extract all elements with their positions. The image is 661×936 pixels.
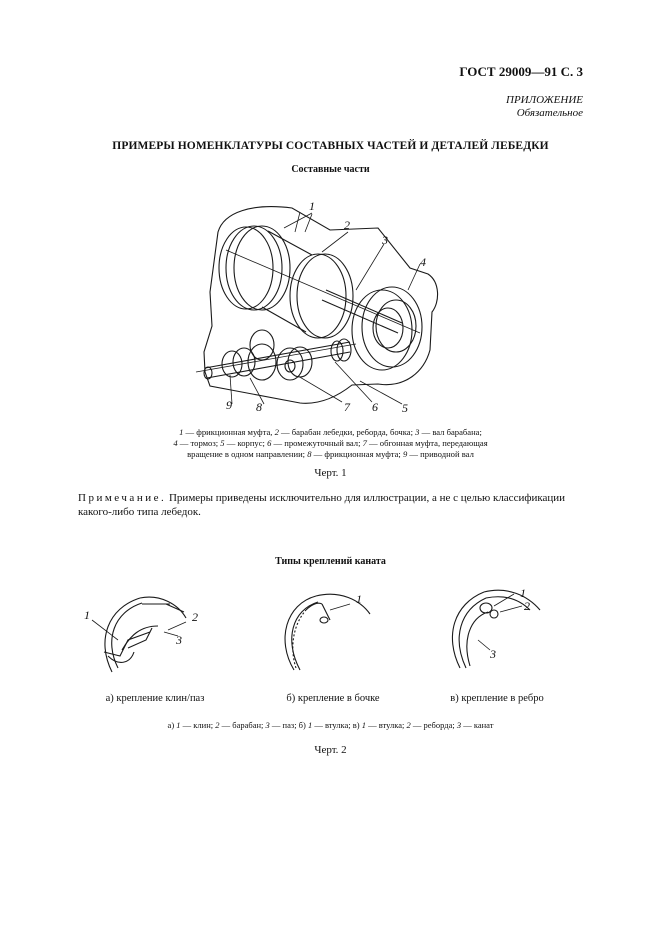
- note-label: Примечание.: [78, 492, 167, 504]
- figure2-subtitle: Типы креплений каната: [275, 556, 386, 567]
- legend-text: — канат: [461, 720, 494, 730]
- legend-num: 1: [176, 720, 181, 730]
- legend-text: а): [167, 720, 177, 730]
- note-text: Примеры приведены исключительно для иллюстрации, а не с целью классификации какого-либо типа лебедок.: [78, 492, 566, 518]
- legend-num: 8: [307, 449, 312, 459]
- fig2c-caption: в) крепление в ребро: [450, 693, 544, 704]
- legend-text: — корпус;: [224, 438, 268, 448]
- legend-text: — паз; б): [269, 720, 308, 730]
- legend-text: — промежуточный вал;: [271, 438, 363, 448]
- fig2a-label-1: 1: [84, 608, 90, 622]
- fig1-label-2: 2: [344, 218, 350, 232]
- legend-num: 1: [307, 720, 313, 730]
- page-title: ПРИМЕРЫ НОМЕНКЛАТУРЫ СОСТАВНЫХ ЧАСТЕЙ И ДЕТАЛЕЙ ЛЕБЕДКИ: [112, 140, 549, 152]
- fig1-label-5: 5: [402, 401, 408, 415]
- figure1-caption: Черт. 1: [314, 467, 347, 479]
- fig1-label-4: 4: [420, 255, 426, 269]
- legend-text: — обгонная муфта, передающая: [366, 438, 488, 448]
- legend-num: 3: [456, 720, 462, 730]
- fig2c-label-1: 1: [520, 586, 526, 600]
- legend-text: — вал барабана;: [419, 427, 482, 437]
- legend-num: 5: [220, 438, 225, 448]
- document-header: ГОСТ 29009—91 С. 3: [459, 64, 583, 79]
- legend-num: 2: [274, 427, 279, 437]
- legend-num: 1: [361, 720, 366, 730]
- legend-text: — фрикционная муфта,: [183, 427, 275, 437]
- legend-num: 3: [415, 427, 420, 437]
- appendix-label: ПРИЛОЖЕНИЕ: [506, 94, 583, 106]
- fig2a-label-2: 2: [192, 610, 198, 624]
- legend-num: 6: [267, 438, 272, 448]
- fig1-label-8: 8: [256, 400, 262, 414]
- legend-text: вращение в одном направлении;: [187, 449, 308, 459]
- fig1-label-7: 7: [344, 400, 350, 414]
- legend-num: 1: [179, 427, 184, 437]
- legend-text: — барабан;: [219, 720, 266, 730]
- legend-text: — барабан лебедки, реборда, бочка;: [278, 427, 416, 437]
- legend-text: — реборда;: [410, 720, 457, 730]
- legend-num: 3: [265, 720, 270, 730]
- fig1-label-9: 9: [226, 398, 232, 412]
- figure2-legend: [0, 720, 661, 730]
- legend-num: 9: [402, 449, 408, 459]
- legend-text: — клин;: [180, 720, 216, 730]
- figure2-caption: Черт. 2: [314, 744, 347, 756]
- fig2b-label-1: 1: [356, 592, 362, 606]
- fig1-label-1: 1: [309, 199, 315, 213]
- figure1-subtitle: Составные части: [291, 164, 370, 175]
- legend-text: — тормоз;: [177, 438, 221, 448]
- legend-text: — приводной вал: [407, 449, 474, 459]
- fig1-label-3: 3: [382, 233, 388, 247]
- legend-num: 2: [406, 720, 411, 730]
- fig2c-label-3: 3: [490, 647, 496, 661]
- fig2a-caption: а) крепление клин/паз: [105, 693, 205, 704]
- appendix-status: Обязательное: [516, 107, 583, 119]
- legend-num: 7: [362, 438, 367, 448]
- fig2b-caption: б) крепление в бочке: [286, 693, 380, 704]
- legend-text: — фрикционная муфта;: [311, 449, 403, 459]
- fig2a-label-3: 3: [176, 633, 182, 647]
- fig2c-label-2: 2: [524, 599, 530, 613]
- fig1-label-6: 6: [372, 400, 378, 414]
- legend-text: — втулка; в): [312, 720, 362, 730]
- legend-text: — втулка;: [365, 720, 407, 730]
- legend-num: 2: [215, 720, 220, 730]
- legend-num: 4: [173, 438, 178, 448]
